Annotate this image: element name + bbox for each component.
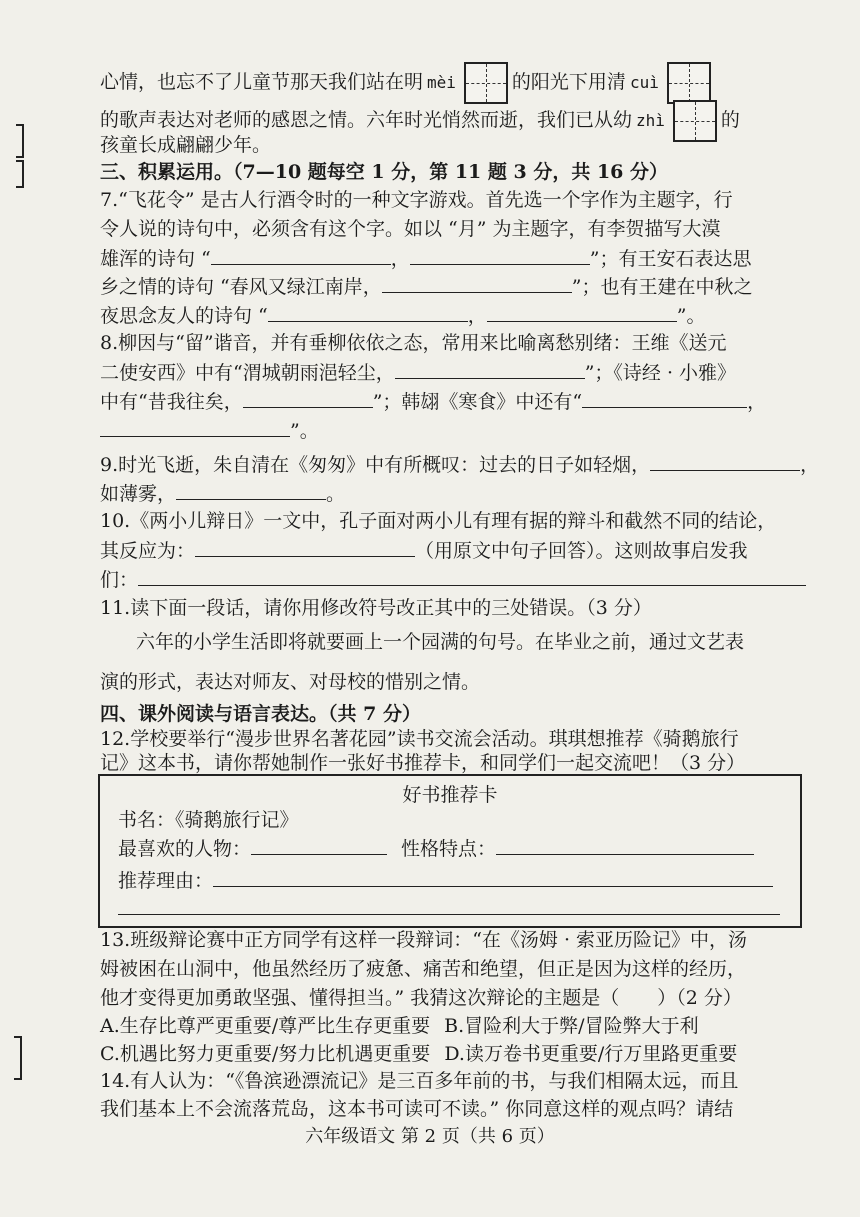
q14-line-1: 14.有人认为：“《鲁滨逊漂流记》是三百多年前的书，与我们相隔太远，而且 bbox=[100, 1070, 739, 1092]
q10-text: 其反应为： bbox=[100, 540, 196, 562]
q13-line-3: 他才变得更加勇敢坚强、懂得担当。” 我猜这次辩论的主题是（ ）（2 分） bbox=[100, 987, 742, 1009]
favorite-character-label: 最喜欢的人物： bbox=[118, 838, 252, 860]
answer-blank[interactable] bbox=[582, 389, 747, 408]
q12-line-2: 记》这本书，请你帮她制作一张好书推荐卡，和同学们一起交流吧！（3 分） bbox=[100, 752, 746, 774]
q8-text: ”；《诗经 · 小雅》 bbox=[584, 362, 737, 384]
q13-option-line-1 bbox=[100, 1014, 699, 1038]
q7-text: ”。 bbox=[676, 305, 706, 327]
q8-line-3 bbox=[100, 389, 766, 414]
q7-line-2: 令人说的诗句中，必须含有这个字。如以 “月” 为主题字，有李贺描写大漠 bbox=[100, 218, 721, 240]
q6-text: 的歌声表达对老师的感恩之情。六年时光悄然而逝，我们已从幼 bbox=[100, 109, 633, 131]
q7-text: ”；有王安石表达思 bbox=[589, 248, 752, 270]
q7-line-3 bbox=[100, 246, 752, 271]
q8-text: ”；韩翃《寒食》中还有“ bbox=[372, 391, 583, 413]
q10-line-3 bbox=[100, 567, 806, 592]
answer-blank[interactable] bbox=[176, 481, 326, 500]
q8-line-2 bbox=[100, 360, 736, 385]
answer-blank[interactable] bbox=[410, 246, 590, 265]
pinyin-prompt: zhì bbox=[636, 111, 665, 130]
option-d[interactable]: D.读万卷书更重要/行万里路更重要 bbox=[444, 1043, 738, 1065]
q8-text: ， bbox=[747, 391, 767, 413]
answer-blank[interactable] bbox=[268, 303, 468, 322]
personality-trait-blank[interactable] bbox=[496, 836, 754, 855]
answer-blank[interactable] bbox=[100, 418, 290, 437]
answer-blank[interactable] bbox=[382, 274, 572, 293]
q8-line-4 bbox=[100, 418, 319, 443]
q6-text: 心情，也忘不了儿童节那天我们站在明 bbox=[100, 71, 424, 93]
option-a[interactable]: A.生存比尊严更重要/尊严比生存更重要 bbox=[100, 1015, 431, 1037]
q6-text: 的 bbox=[720, 109, 740, 131]
q9-text: ， bbox=[800, 454, 820, 476]
tianzige-box[interactable] bbox=[667, 62, 711, 104]
answer-blank[interactable] bbox=[243, 389, 373, 408]
q7-text: 夜思念友人的诗句 “ bbox=[100, 305, 268, 327]
q13-line-2: 姆被困在山洞中，他虽然经历了疲惫、痛苦和绝望，但正是因为这样的经历， bbox=[100, 958, 747, 980]
card-reason-line bbox=[118, 868, 773, 893]
q8-line-1: 8.柳因与“留”谐音，并有垂柳依依之态，常用来比喻离愁别绪：王维《送元 bbox=[100, 332, 727, 354]
q9-line-1 bbox=[100, 452, 819, 477]
section-4-heading: 四、课外阅读与语言表达。（共 7 分） bbox=[100, 703, 421, 725]
personality-trait-label: 性格特点： bbox=[401, 838, 497, 860]
margin-bracket-mark bbox=[16, 160, 24, 188]
q13-line-1: 13.班级辩论赛中正方同学有这样一段辩词：“在《汤姆 · 索亚历险记》中，汤 bbox=[100, 929, 748, 951]
answer-blank[interactable] bbox=[487, 303, 677, 322]
answer-blank[interactable] bbox=[395, 360, 585, 379]
tianzige-box[interactable] bbox=[673, 100, 717, 142]
q8-text: 中有“昔我往矣， bbox=[100, 391, 243, 413]
favorite-character-blank[interactable] bbox=[251, 836, 387, 855]
page-footer: 六年级语文 第 2 页（共 6 页） bbox=[305, 1126, 555, 1147]
q9-text: 。 bbox=[326, 483, 346, 505]
q9-text: 9.时光飞逝，朱自清在《匆匆》中有所概叹：过去的日子如轻烟， bbox=[100, 454, 651, 476]
q7-text: ， bbox=[467, 305, 487, 327]
recommend-reason-blank-2[interactable] bbox=[118, 896, 780, 915]
q12-line-1: 12.学校要举行“漫步世界名著花园”读书交流会活动。琪琪想推荐《骑鹅旅行 bbox=[100, 728, 739, 750]
section-3-heading: 三、积累运用。（7—10 题每空 1 分，第 11 题 3 分，共 16 分） bbox=[100, 161, 669, 183]
q14-line-2: 我们基本上不会流落荒岛，这本书可读可不读。” 你同意这样的观点吗？请结 bbox=[100, 1098, 734, 1120]
q7-text: 乡之情的诗句 “春风又绿江南岸， bbox=[100, 276, 382, 298]
card-title: 好书推荐卡 bbox=[402, 784, 498, 806]
q9-line-2 bbox=[100, 481, 345, 506]
pinyin-prompt: cuì bbox=[629, 73, 659, 92]
tianzige-box[interactable] bbox=[464, 62, 508, 104]
q7-line-4 bbox=[100, 274, 752, 299]
recommend-reason-label: 推荐理由： bbox=[118, 870, 214, 892]
q7-text: ， bbox=[390, 248, 410, 270]
q7-text: 雄浑的诗句 “ bbox=[100, 248, 211, 270]
q7-line-5 bbox=[100, 303, 706, 328]
q10-line-1: 10.《两小儿辩日》一文中，孔子面对两小儿有理有据的辩斗和截然不同的结论， bbox=[100, 510, 777, 532]
option-c[interactable]: C.机遇比努力更重要/努力比机遇更重要 bbox=[100, 1043, 431, 1065]
q7-line-1: 7.“飞花令” 是古人行酒令时的一种文字游戏。首先选一个字作为主题字，行 bbox=[100, 189, 733, 211]
card-character-line bbox=[118, 836, 754, 861]
q6-line-3: 孩童长成翩翩少年。 bbox=[100, 134, 272, 156]
option-b[interactable]: B.冒险利大于弊/冒险弊大于利 bbox=[444, 1015, 699, 1037]
q6-text: 的阳光下用清 bbox=[511, 71, 626, 93]
answer-blank[interactable] bbox=[650, 452, 800, 471]
book-recommendation-card bbox=[98, 774, 802, 928]
answer-blank[interactable] bbox=[211, 246, 391, 265]
margin-bracket-mark bbox=[16, 124, 24, 158]
q9-text: 如薄雾， bbox=[100, 483, 177, 505]
recommend-reason-blank[interactable] bbox=[213, 868, 773, 887]
q11-paragraph-line-1: 六年的小学生活即将就要画上一个园满的句号。在毕业之前，通过文艺表 bbox=[136, 631, 745, 653]
q13-option-line-2 bbox=[100, 1042, 737, 1066]
margin-bracket-mark bbox=[14, 1036, 22, 1080]
q8-text: ”。 bbox=[290, 420, 319, 442]
answer-blank[interactable] bbox=[195, 538, 415, 557]
q7-text: ”；也有王建在中秋之 bbox=[571, 276, 753, 298]
q10-text: （用原文中句子回答）。这则故事启发我 bbox=[415, 540, 748, 562]
q11-line-1: 11.读下面一段话，请你用修改符号改正其中的三处错误。（3 分） bbox=[100, 597, 652, 619]
q8-text: 二使安西》中有“渭城朝雨浥轻尘， bbox=[100, 362, 395, 384]
card-book-line: 书名：《骑鹅旅行记》 bbox=[118, 809, 299, 831]
answer-blank[interactable] bbox=[138, 567, 806, 586]
q6-line-1 bbox=[100, 62, 715, 104]
q10-text: 们： bbox=[100, 569, 139, 591]
q11-paragraph-line-2: 演的形式，表达对师友、对母校的惜别之情。 bbox=[100, 671, 481, 693]
q10-line-2 bbox=[100, 538, 748, 563]
pinyin-prompt: mèi bbox=[427, 73, 456, 92]
